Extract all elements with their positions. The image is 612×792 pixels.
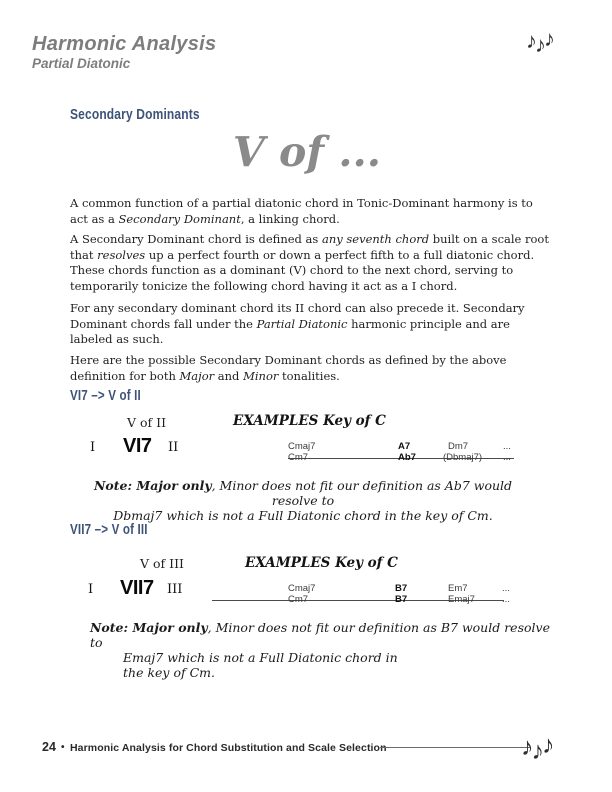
text-segment: Here are the possible Secondary Dominant chords as defined by the above definition for both bbox=[70, 353, 507, 383]
note-line bbox=[90, 620, 560, 650]
eighth-note-icon: ♪ bbox=[531, 737, 542, 765]
text-segment: tonalities. bbox=[278, 368, 340, 383]
eighth-note-icon: ♪ bbox=[542, 731, 553, 759]
chord-cell: Em7 bbox=[448, 583, 468, 594]
chord-cell: Cmaj7 bbox=[288, 441, 316, 452]
paragraph bbox=[70, 232, 554, 294]
v-of-label: V of II bbox=[127, 415, 167, 430]
paragraph bbox=[70, 301, 554, 348]
note-lead: Note: Major only bbox=[93, 478, 212, 493]
text-segment: , Minor does not fit our definition as B7 would resolve to bbox=[90, 620, 550, 650]
section-label: Secondary Dominants bbox=[70, 106, 200, 123]
chord-cell: Cm7 bbox=[288, 594, 309, 605]
examples-title: EXAMPLES Key of C bbox=[233, 413, 386, 429]
chord-cell: Ab7 bbox=[398, 452, 416, 463]
roman-numeral-right: III bbox=[167, 582, 183, 597]
header-subtitle: Partial Diatonic bbox=[32, 56, 131, 71]
text-segment: resolves bbox=[97, 247, 146, 262]
text-segment: built on a scale root that bbox=[70, 232, 549, 262]
text-segment: Partial Diatonic bbox=[256, 316, 348, 331]
note-block bbox=[90, 620, 560, 680]
text-segment: and bbox=[214, 368, 244, 383]
text-segment: A common function of a partial diatonic chord in Tonic-Dominant harmony is to act as a bbox=[70, 196, 533, 226]
chord-cell: ... bbox=[502, 594, 510, 605]
chord-cell: ... bbox=[503, 441, 511, 452]
chord-cell: ... bbox=[503, 452, 511, 463]
chord-cell: B7 bbox=[395, 583, 408, 594]
note-line bbox=[70, 478, 536, 508]
v-of-label: V of III bbox=[140, 556, 184, 571]
note-line: the key of Cm. bbox=[123, 665, 215, 680]
text-segment: , a linking chord. bbox=[240, 211, 340, 226]
eighth-note-icon: ♪ bbox=[544, 26, 553, 51]
music-notes-icon bbox=[526, 26, 553, 57]
text-segment: , Minor does not fit our definition as Ab7 would resolve to bbox=[211, 478, 513, 508]
eighth-note-icon: ♪ bbox=[521, 733, 532, 761]
note-lead: Note: Major only bbox=[90, 620, 208, 635]
footer-title: Harmonic Analysis for Chord Substitution and Scale Selection bbox=[70, 742, 387, 754]
text-segment: harmonic principle and are labeled as such. bbox=[70, 316, 510, 346]
text-segment: A Secondary Dominant chord is defined as bbox=[70, 232, 322, 246]
chord-cell: A7 bbox=[398, 441, 411, 452]
note-block bbox=[70, 478, 536, 523]
eighth-note-icon: ♪ bbox=[535, 32, 544, 57]
section-heading-vi7: VI7 –> V of II bbox=[70, 388, 141, 404]
chord-cell: Cm7 bbox=[288, 452, 309, 463]
roman-numeral-left: I bbox=[90, 440, 96, 455]
text-segment: Major bbox=[179, 368, 215, 383]
footer-rule bbox=[380, 747, 530, 748]
roman-numeral-left: I bbox=[88, 582, 94, 597]
chord-cell: Emaj7 bbox=[448, 594, 475, 605]
chord-cell: (Dbmaj7) bbox=[443, 452, 483, 463]
text-segment: any seventh chord bbox=[321, 232, 430, 246]
eighth-note-icon: ♪ bbox=[526, 28, 535, 53]
chord-cell: ... bbox=[502, 583, 510, 594]
text-segment: Minor bbox=[243, 368, 279, 383]
text-segment: For any secondary dominant chord its II chord can also precede it. Secondary Dominant chords fall under the bbox=[70, 301, 525, 331]
big-title: V of ... bbox=[232, 128, 382, 176]
note-line: Emaj7 which is not a Full Diatonic chord in bbox=[123, 650, 398, 665]
chord-cell: B7 bbox=[395, 594, 408, 605]
text-segment: Secondary Dominant bbox=[118, 211, 241, 226]
section-heading-vii7: VII7 –> V of III bbox=[70, 522, 148, 538]
chord-diagram-vii7 bbox=[0, 553, 612, 623]
header-title: Harmonic Analysis bbox=[32, 33, 217, 55]
paragraph bbox=[70, 353, 554, 384]
music-notes-icon bbox=[521, 731, 553, 765]
chord-cell: Cmaj7 bbox=[288, 583, 316, 594]
roman-numeral-right: II bbox=[168, 440, 179, 455]
footer-page-number: 24 bbox=[42, 740, 56, 754]
paragraph bbox=[70, 196, 554, 227]
roman-numeral-main: VII7 bbox=[120, 577, 154, 599]
roman-numeral-main: VI7 bbox=[123, 435, 152, 457]
chord-diagram-vi7 bbox=[0, 410, 612, 480]
footer-bullet: • bbox=[61, 742, 65, 753]
text-segment: up a perfect fourth or down a perfect fifth to a full diatonic chord. These chords function as a dominant (V) chord to the next chord, serving to temporarily tonicize the following chord having it act as a I chord. bbox=[70, 247, 535, 293]
chord-cell: Dm7 bbox=[448, 441, 469, 452]
note-line: Dbmaj7 which is not a Full Diatonic chord in the key of Cm. bbox=[113, 508, 493, 523]
examples-title: EXAMPLES Key of C bbox=[245, 555, 398, 571]
